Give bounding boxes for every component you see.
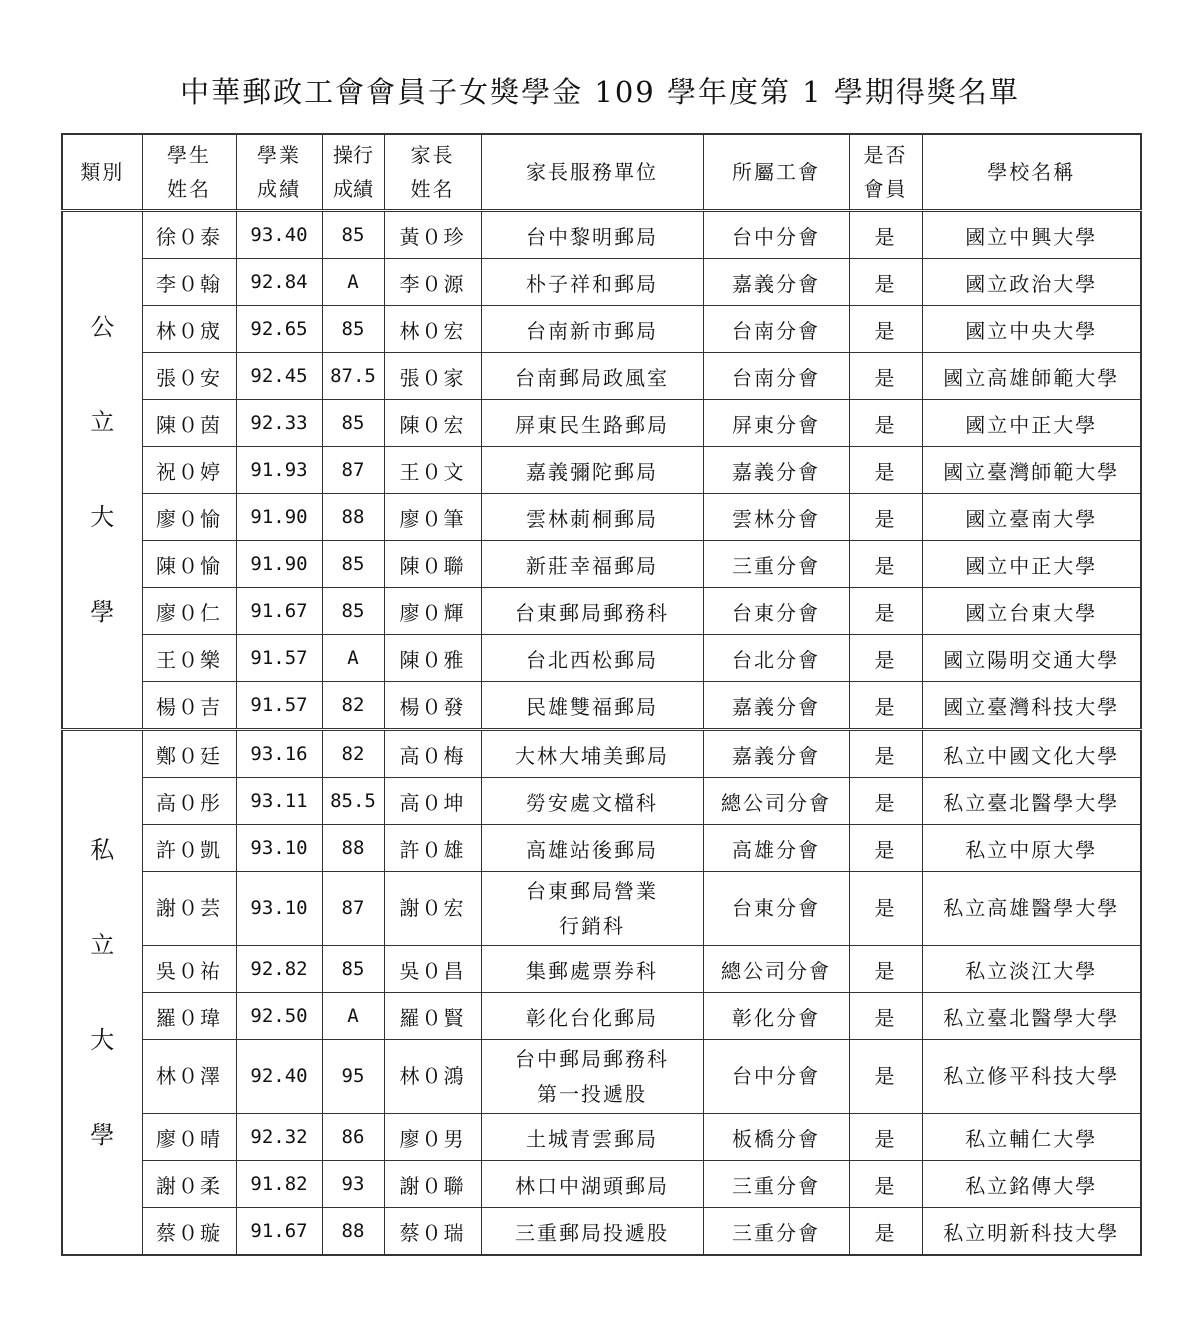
category-char: 學 [90,598,115,626]
conduct-score-cell: 87 [322,872,384,946]
parent-unit-line: 台東郵局營業 [526,878,658,903]
parent-unit-cell [481,1040,703,1114]
conduct-score-cell: 85.5 [322,778,384,825]
parent-unit-cell: 彰化台化郵局 [481,993,703,1040]
school-cell: 國立臺南大學 [922,494,1141,541]
conduct-score-cell: 88 [322,1208,384,1256]
parent-unit-cell: 三重郵局投遞股 [481,1208,703,1256]
student-name-cell: 謝０柔 [142,1161,236,1208]
parent-unit-cell: 民雄雙福郵局 [481,682,703,730]
school-cell: 私立明新科技大學 [922,1208,1141,1256]
student-name-cell: 廖０愉 [142,494,236,541]
conduct-score-cell: 87.5 [322,353,384,400]
union-cell: 嘉義分會 [703,447,849,494]
table-row [62,259,1141,306]
academic-score-cell: 92.33 [236,400,322,447]
school-cell: 私立淡江大學 [922,946,1141,993]
table-row [62,635,1141,682]
student-name-cell: 張０安 [142,353,236,400]
conduct-score-cell: 85 [322,306,384,353]
table-row [62,1161,1141,1208]
school-cell: 國立中央大學 [922,306,1141,353]
category-char: 立 [90,408,115,436]
student-name-cell: 林０宬 [142,306,236,353]
student-name-cell: 許０凱 [142,825,236,872]
parent-unit-cell: 土城青雲郵局 [481,1114,703,1161]
student-name-cell: 蔡０璇 [142,1208,236,1256]
category-char: 大 [90,1025,115,1054]
member-cell: 是 [849,825,922,872]
parent-name-cell: 羅０賢 [384,993,481,1040]
parent-unit-cell: 台東郵局郵務科 [481,588,703,635]
conduct-score-cell: A [322,993,384,1040]
table-row [62,353,1141,400]
union-cell: 台南分會 [703,306,849,353]
parent-unit-cell: 台北西松郵局 [481,635,703,682]
member-cell: 是 [849,211,922,259]
parent-name-cell: 黃０珍 [384,211,481,259]
student-name-cell: 廖０仁 [142,588,236,635]
academic-score-cell: 91.90 [236,541,322,588]
union-cell: 台東分會 [703,872,849,946]
union-cell: 台南分會 [703,353,849,400]
parent-name-cell: 謝０聯 [384,1161,481,1208]
academic-score-cell: 91.93 [236,447,322,494]
header-category: 類別 [62,134,142,211]
parent-name-cell: 高０坤 [384,778,481,825]
union-cell: 雲林分會 [703,494,849,541]
academic-score-cell: 91.57 [236,635,322,682]
school-cell: 私立中原大學 [922,825,1141,872]
category-char: 大 [90,503,115,531]
table-row [62,306,1141,353]
category-char: 私 [90,835,115,864]
academic-score-cell: 93.11 [236,778,322,825]
school-cell: 國立政治大學 [922,259,1141,306]
academic-score-cell: 91.82 [236,1161,322,1208]
student-name-cell: 王０樂 [142,635,236,682]
student-name-cell: 祝０婷 [142,447,236,494]
header-member: 是否 會員 [849,134,922,211]
member-cell: 是 [849,353,922,400]
header-union: 所屬工會 [703,134,849,211]
member-cell: 是 [849,1114,922,1161]
parent-name-cell: 陳０雅 [384,635,481,682]
conduct-score-cell: A [322,259,384,306]
table-row [62,494,1141,541]
table-row [62,211,1141,259]
conduct-score-cell: 85 [322,946,384,993]
conduct-score-cell: 82 [322,682,384,730]
category-char: 立 [90,930,115,959]
school-cell: 私立中國文化大學 [922,730,1141,778]
conduct-score-cell: 88 [322,494,384,541]
parent-name-cell: 謝０宏 [384,872,481,946]
member-cell: 是 [849,778,922,825]
student-name-cell: 高０彤 [142,778,236,825]
school-cell: 國立臺灣師範大學 [922,447,1141,494]
parent-unit-line: 第一投遞股 [537,1081,647,1106]
member-cell: 是 [849,872,922,946]
student-name-cell: 謝０芸 [142,872,236,946]
parent-name-cell: 楊０發 [384,682,481,730]
parent-unit-cell: 屏東民生路郵局 [481,400,703,447]
union-cell: 總公司分會 [703,946,849,993]
table-row [62,993,1141,1040]
table-row [62,682,1141,730]
member-cell: 是 [849,259,922,306]
conduct-score-cell: 93 [322,1161,384,1208]
student-name-cell: 廖０晴 [142,1114,236,1161]
member-cell: 是 [849,730,922,778]
union-cell: 台中分會 [703,1040,849,1114]
student-name-cell: 鄭０廷 [142,730,236,778]
parent-unit-cell: 高雄站後郵局 [481,825,703,872]
union-cell: 台東分會 [703,588,849,635]
conduct-score-cell: 85 [322,588,384,635]
school-cell: 私立臺北醫學大學 [922,993,1141,1040]
member-cell: 是 [849,1208,922,1256]
conduct-score-cell: 95 [322,1040,384,1114]
table-row [62,541,1141,588]
table-row [62,778,1141,825]
member-cell: 是 [849,494,922,541]
table-row [62,1040,1141,1114]
table-row [62,1208,1141,1256]
parent-name-cell: 蔡０瑞 [384,1208,481,1256]
table-row [62,588,1141,635]
table-row [62,872,1141,946]
parent-name-cell: 陳０聯 [384,541,481,588]
student-name-cell: 楊０吉 [142,682,236,730]
academic-score-cell: 92.84 [236,259,322,306]
member-cell: 是 [849,588,922,635]
academic-score-cell: 92.32 [236,1114,322,1161]
academic-score-cell: 91.90 [236,494,322,541]
category-char: 學 [90,1120,115,1149]
student-name-cell: 羅０瑋 [142,993,236,1040]
school-cell: 國立陽明交通大學 [922,635,1141,682]
union-cell: 屏東分會 [703,400,849,447]
school-cell: 私立銘傳大學 [922,1161,1141,1208]
table-row [62,825,1141,872]
header-parent-unit: 家長服務單位 [481,134,703,211]
academic-score-cell: 93.40 [236,211,322,259]
academic-score-cell: 93.16 [236,730,322,778]
union-cell: 嘉義分會 [703,682,849,730]
member-cell: 是 [849,541,922,588]
union-cell: 嘉義分會 [703,259,849,306]
parent-unit-cell: 大林大埔美郵局 [481,730,703,778]
parent-unit-cell: 新莊幸福郵局 [481,541,703,588]
table-row [62,730,1141,778]
parent-unit-cell: 嘉義彌陀郵局 [481,447,703,494]
member-cell: 是 [849,447,922,494]
table-row [62,447,1141,494]
academic-score-cell: 92.65 [236,306,322,353]
student-name-cell: 陳０茵 [142,400,236,447]
parent-name-cell: 林０宏 [384,306,481,353]
member-cell: 是 [849,635,922,682]
member-cell: 是 [849,993,922,1040]
parent-unit-cell [481,872,703,946]
member-cell: 是 [849,1161,922,1208]
table-row [62,400,1141,447]
school-cell: 國立中正大學 [922,541,1141,588]
academic-score-cell: 92.82 [236,946,322,993]
conduct-score-cell: 87 [322,447,384,494]
conduct-score-cell: 85 [322,400,384,447]
union-cell: 台北分會 [703,635,849,682]
parent-name-cell: 高０梅 [384,730,481,778]
parent-name-cell: 廖０筆 [384,494,481,541]
header-parent-name: 家長 姓名 [384,134,481,211]
parent-name-cell: 許０雄 [384,825,481,872]
school-cell: 國立高雄師範大學 [922,353,1141,400]
union-cell: 三重分會 [703,541,849,588]
parent-unit-cell: 雲林莿桐郵局 [481,494,703,541]
header-row [62,134,1141,211]
member-cell: 是 [849,682,922,730]
union-cell: 板橋分會 [703,1114,849,1161]
header-academic-score: 學業 成績 [236,134,322,211]
table-body [62,211,1141,1256]
parent-name-cell: 廖０輝 [384,588,481,635]
student-name-cell: 陳０愉 [142,541,236,588]
union-cell: 嘉義分會 [703,730,849,778]
school-cell: 國立中興大學 [922,211,1141,259]
category-cell [62,730,142,1256]
academic-score-cell: 92.40 [236,1040,322,1114]
parent-unit-cell: 勞安處文檔科 [481,778,703,825]
academic-score-cell: 92.50 [236,993,322,1040]
parent-unit-line: 行銷科 [559,913,625,938]
header-student-name: 學生 姓名 [142,134,236,211]
school-cell: 私立修平科技大學 [922,1040,1141,1114]
parent-name-cell: 李０源 [384,259,481,306]
parent-unit-cell: 台南新市郵局 [481,306,703,353]
parent-name-cell: 林０鴻 [384,1040,481,1114]
header-school: 學校名稱 [922,134,1141,211]
parent-unit-line: 台中郵局郵務科 [515,1046,669,1071]
school-cell: 私立高雄醫學大學 [922,872,1141,946]
parent-unit-cell: 台南郵局政風室 [481,353,703,400]
student-name-cell: 吳０祐 [142,946,236,993]
school-cell: 私立臺北醫學大學 [922,778,1141,825]
student-name-cell: 李０翰 [142,259,236,306]
union-cell: 彰化分會 [703,993,849,1040]
table-row [62,946,1141,993]
parent-name-cell: 吳０昌 [384,946,481,993]
union-cell: 高雄分會 [703,825,849,872]
school-cell: 私立輔仁大學 [922,1114,1141,1161]
academic-score-cell: 91.57 [236,682,322,730]
student-name-cell: 徐０泰 [142,211,236,259]
parent-name-cell: 張０家 [384,353,481,400]
school-cell: 國立臺灣科技大學 [922,682,1141,730]
table-row [62,1114,1141,1161]
member-cell: 是 [849,946,922,993]
category-cell [62,211,142,730]
union-cell: 台中分會 [703,211,849,259]
parent-unit-cell: 林口中湖頭郵局 [481,1161,703,1208]
parent-name-cell: 陳０宏 [384,400,481,447]
conduct-score-cell: 88 [322,825,384,872]
parent-unit-cell: 台中黎明郵局 [481,211,703,259]
academic-score-cell: 93.10 [236,825,322,872]
academic-score-cell: 91.67 [236,1208,322,1256]
union-cell: 總公司分會 [703,778,849,825]
school-cell: 國立中正大學 [922,400,1141,447]
academic-score-cell: 91.67 [236,588,322,635]
union-cell: 三重分會 [703,1208,849,1256]
awards-table [61,133,1142,1256]
school-cell: 國立台東大學 [922,588,1141,635]
union-cell: 三重分會 [703,1161,849,1208]
conduct-score-cell: 82 [322,730,384,778]
member-cell: 是 [849,306,922,353]
parent-name-cell: 廖０男 [384,1114,481,1161]
category-char: 公 [90,313,115,341]
parent-unit-cell: 朴子祥和郵局 [481,259,703,306]
conduct-score-cell: A [322,635,384,682]
header-conduct-score: 操行 成績 [322,134,384,211]
page-title: 中華郵政工會會員子女獎學金 109 學年度第 1 學期得獎名單 [180,75,1020,109]
member-cell: 是 [849,1040,922,1114]
conduct-score-cell: 85 [322,211,384,259]
student-name-cell: 林０澤 [142,1040,236,1114]
academic-score-cell: 93.10 [236,872,322,946]
academic-score-cell: 92.45 [236,353,322,400]
conduct-score-cell: 85 [322,541,384,588]
parent-unit-cell: 集郵處票券科 [481,946,703,993]
member-cell: 是 [849,400,922,447]
conduct-score-cell: 86 [322,1114,384,1161]
parent-name-cell: 王０文 [384,447,481,494]
